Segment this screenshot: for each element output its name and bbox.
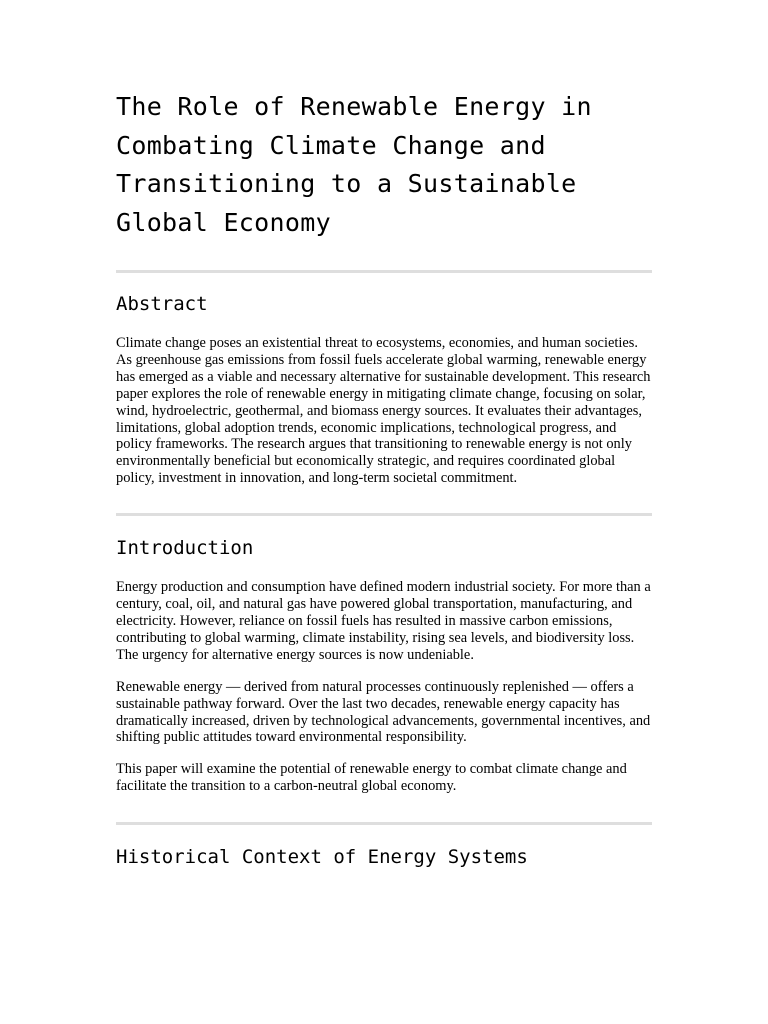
introduction-paragraph: Renewable energy — derived from natural processes continuously replenished — offers a sustainable pathway forward. Over the last two decades, renewable energy capacity has dramatically increased, driven by technological advancements, governmental incentives, and shifting public attitudes toward environmental responsibility. [116, 678, 651, 746]
abstract-heading: Abstract [116, 293, 208, 315]
introduction-heading: Introduction [116, 537, 254, 560]
section-divider [116, 513, 652, 516]
document-title: The Role of Renewable Energy in Combating Climate Change and Transitioning to a Sustainable Global Economy [116, 92, 592, 237]
section-divider [116, 822, 652, 825]
introduction-paragraph: This paper will examine the potential of renewable energy to combat climate change and facilitate the transition to a carbon-neutral global economy. [116, 761, 627, 795]
introduction-paragraph: Energy production and consumption have defined modern industrial society. For more than a century, coal, oil, and natural gas have powered global transportation, manufacturing, and electricity. However, reliance on fossil fuels has resulted in massive carbon emissions, contributing to global warming, climate instability, rising sea levels, and biodiversity loss. The urgency for alternative energy sources is now undeniable. [116, 579, 651, 663]
document-page [116, 0, 652, 869]
historical-context-heading: Historical Context of Energy Systems [116, 846, 528, 869]
abstract-paragraph: Climate change poses an existential threat to ecosystems, economies, and human societies. As greenhouse gas emissions from fossil fuels accelerate global warming, renewable energy has emerged as a viable and necessary alternative for sustainable development. This research paper explores the role of renewable energy in mitigating climate change, focusing on solar, wind, hydroelectric, geothermal, and biomass energy sources. It evaluates their advantages, limitations, global adoption trends, economic implications, technological progress, and policy frameworks. The research argues that transitioning to renewable energy is not only environmentally beneficial but economically strategic, and requires coordinated global policy, investment in innovation, and long-term societal commitment. [116, 335, 651, 487]
section-divider [116, 270, 652, 273]
